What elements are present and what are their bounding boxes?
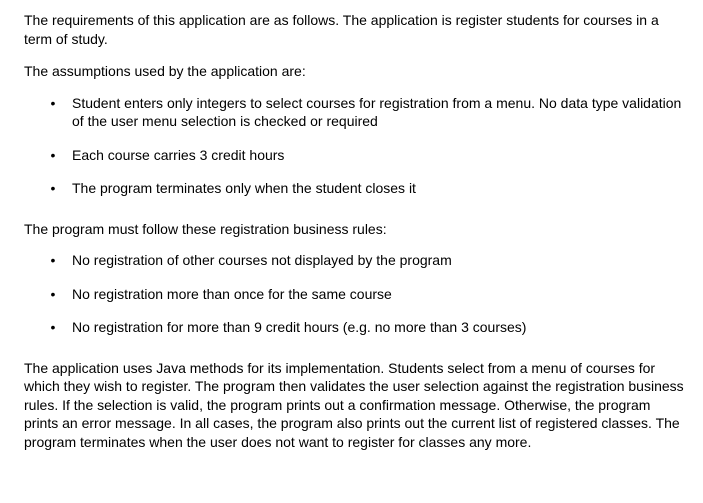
bullet-icon: • [50, 180, 56, 196]
assumptions-heading: The assumptions used by the application are: [24, 63, 306, 79]
list-item [24, 318, 684, 337]
list-item-text: Student enters only integers to select courses for registration from a menu. No data type validation of the user menu selection is checked or required [72, 94, 682, 129]
bullet-icon: • [50, 319, 56, 335]
list-item-text: No registration of other courses not displayed by the program [72, 252, 452, 268]
list-item [24, 179, 684, 198]
list-item-text: No registration more than once for the same course [72, 285, 392, 302]
list-item-text: No registration for more than 9 credit hours (e.g. no more than 3 courses) [72, 319, 527, 335]
bullet-icon: • [50, 94, 56, 111]
list-item [24, 94, 684, 131]
bullet-icon: • [50, 252, 56, 268]
list-item-text: The program terminates only when the student closes it [72, 180, 416, 196]
bullet-icon: • [50, 146, 56, 163]
list-item-text: Each course carries 3 credit hours [72, 146, 285, 163]
assumptions-list [24, 94, 684, 198]
closing-paragraph: The application uses Java methods for its implementation. Students select from a menu of courses for which they wish to register. The program then validates the user selection against the registration business rules. If the selection is valid, the program prints out a confirmation message. Otherwise, the program prints an error message. In all cases, the program also prints out the current list of registered classes. The program terminates when the user does not want to register for classes any more. [24, 359, 684, 450]
rules-heading: The program must follow these registration business rules: [24, 220, 387, 237]
rules-list [24, 251, 684, 337]
bullet-icon: • [50, 285, 56, 302]
list-item [24, 251, 684, 270]
intro-paragraph: The requirements of this application are as follows. The application is register students for courses in a term of study. [24, 12, 659, 47]
document-body [24, 11, 684, 451]
list-item [24, 285, 684, 304]
list-item [24, 146, 684, 165]
